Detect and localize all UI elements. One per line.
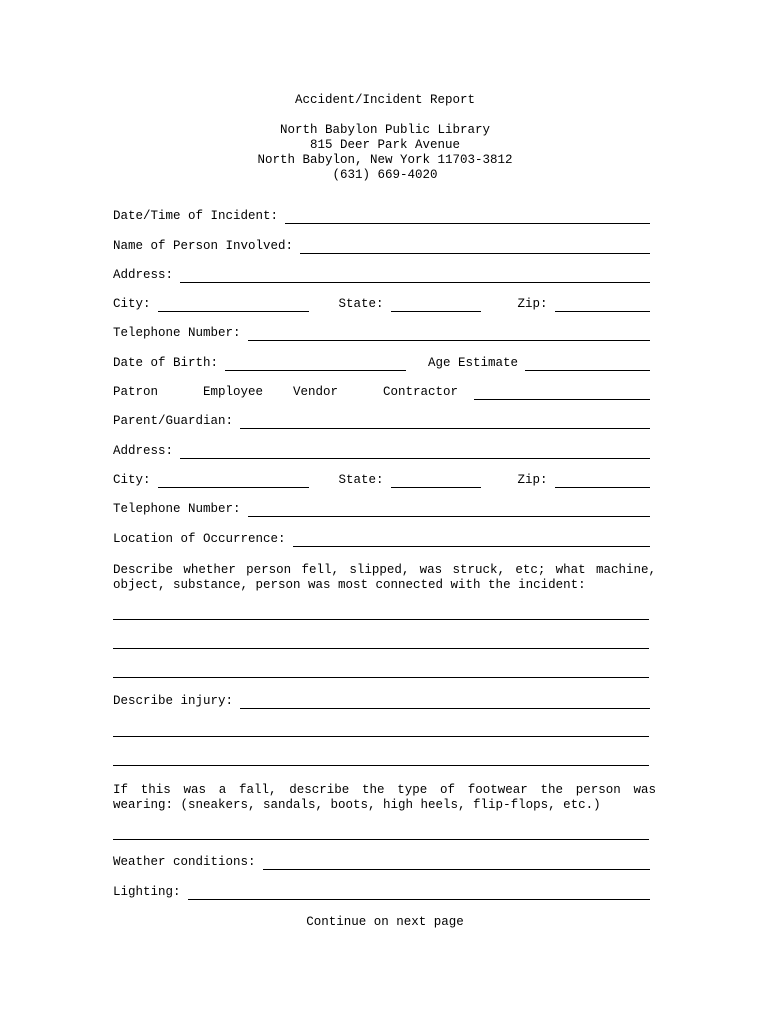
city-label: City: xyxy=(113,297,151,311)
guardian-telephone-row xyxy=(113,501,650,517)
telephone-row xyxy=(113,325,650,341)
age-estimate-field[interactable] xyxy=(525,359,650,371)
footwear-prompt: If this was a fall, describe the type of footwear the person was wearing: (sneakers, sandals, boots, high heels, flip-flops, etc.) xyxy=(113,783,656,812)
describe-injury-field[interactable] xyxy=(240,697,650,709)
state-field[interactable] xyxy=(391,300,481,312)
dob-age-row xyxy=(113,355,650,371)
telephone-field[interactable] xyxy=(248,329,650,341)
person-type-patron[interactable]: Patron xyxy=(113,385,159,399)
dob-label: Date of Birth: xyxy=(113,356,219,370)
weather-field[interactable] xyxy=(263,858,650,870)
guardian-city-field[interactable] xyxy=(158,476,309,488)
dob-field[interactable] xyxy=(225,359,406,371)
describe-injury-line-2[interactable] xyxy=(113,736,649,737)
person-type-other-field[interactable] xyxy=(474,388,650,400)
person-type-vendor[interactable]: Vendor xyxy=(293,385,339,399)
person-name-row xyxy=(113,238,650,254)
describe-injury-label: Describe injury: xyxy=(113,694,234,708)
guardian-city-label: City: xyxy=(113,473,151,487)
lighting-label: Lighting: xyxy=(113,885,181,899)
guardian-zip-label: Zip: xyxy=(517,473,548,487)
age-estimate-label: Age Estimate xyxy=(428,356,519,370)
guardian-address-label: Address: xyxy=(113,444,174,458)
person-name-label: Name of Person Involved: xyxy=(113,239,294,253)
parent-guardian-row xyxy=(113,413,650,429)
lighting-field[interactable] xyxy=(188,888,650,900)
date-time-field[interactable] xyxy=(285,212,650,224)
parent-guardian-field[interactable] xyxy=(240,417,650,429)
person-type-contractor[interactable]: Contractor xyxy=(383,385,459,399)
describe-incident-line-1[interactable] xyxy=(113,619,649,620)
address-label: Address: xyxy=(113,268,174,282)
guardian-address-field[interactable] xyxy=(180,447,650,459)
describe-injury-row xyxy=(113,693,650,709)
address-field[interactable] xyxy=(180,271,650,283)
guardian-state-field[interactable] xyxy=(391,476,481,488)
library-address-block xyxy=(0,123,770,183)
library-street: 815 Deer Park Avenue xyxy=(309,138,461,152)
guardian-telephone-label: Telephone Number: xyxy=(113,502,241,516)
footwear-line[interactable] xyxy=(113,839,649,840)
location-field[interactable] xyxy=(293,535,650,547)
lighting-row xyxy=(113,884,650,900)
library-phone: (631) 669-4020 xyxy=(332,168,438,182)
address-row xyxy=(113,267,650,283)
weather-label: Weather conditions: xyxy=(113,855,256,869)
location-label: Location of Occurrence: xyxy=(113,532,286,546)
library-city-state-zip: North Babylon, New York 11703-3812 xyxy=(257,153,513,167)
date-time-row xyxy=(113,208,650,224)
library-name: North Babylon Public Library xyxy=(279,123,491,137)
state-label: State: xyxy=(338,297,384,311)
zip-label: Zip: xyxy=(517,297,548,311)
date-time-label: Date/Time of Incident: xyxy=(113,209,279,223)
city-state-zip-row xyxy=(113,296,650,312)
guardian-address-row xyxy=(113,443,650,459)
person-name-field[interactable] xyxy=(300,242,650,254)
telephone-label: Telephone Number: xyxy=(113,326,241,340)
parent-guardian-label: Parent/Guardian: xyxy=(113,414,234,428)
person-type-row xyxy=(113,384,650,400)
describe-injury-line-3[interactable] xyxy=(113,765,649,766)
person-type-employee[interactable]: Employee xyxy=(203,385,264,399)
describe-incident-line-2[interactable] xyxy=(113,648,649,649)
describe-incident-line-3[interactable] xyxy=(113,677,649,678)
location-row xyxy=(113,531,650,547)
guardian-state-label: State: xyxy=(338,473,384,487)
zip-field[interactable] xyxy=(555,300,650,312)
report-title: Accident/Incident Report xyxy=(294,93,476,107)
describe-incident-prompt: Describe whether person fell, slipped, was struck, etc; what machine, object, substance, person was most connected with the incident: xyxy=(113,563,656,592)
weather-row xyxy=(113,854,650,870)
guardian-telephone-field[interactable] xyxy=(248,505,650,517)
guardian-city-state-zip-row xyxy=(113,472,650,488)
city-field[interactable] xyxy=(158,300,309,312)
continue-note: Continue on next page xyxy=(306,915,464,929)
guardian-zip-field[interactable] xyxy=(555,476,650,488)
